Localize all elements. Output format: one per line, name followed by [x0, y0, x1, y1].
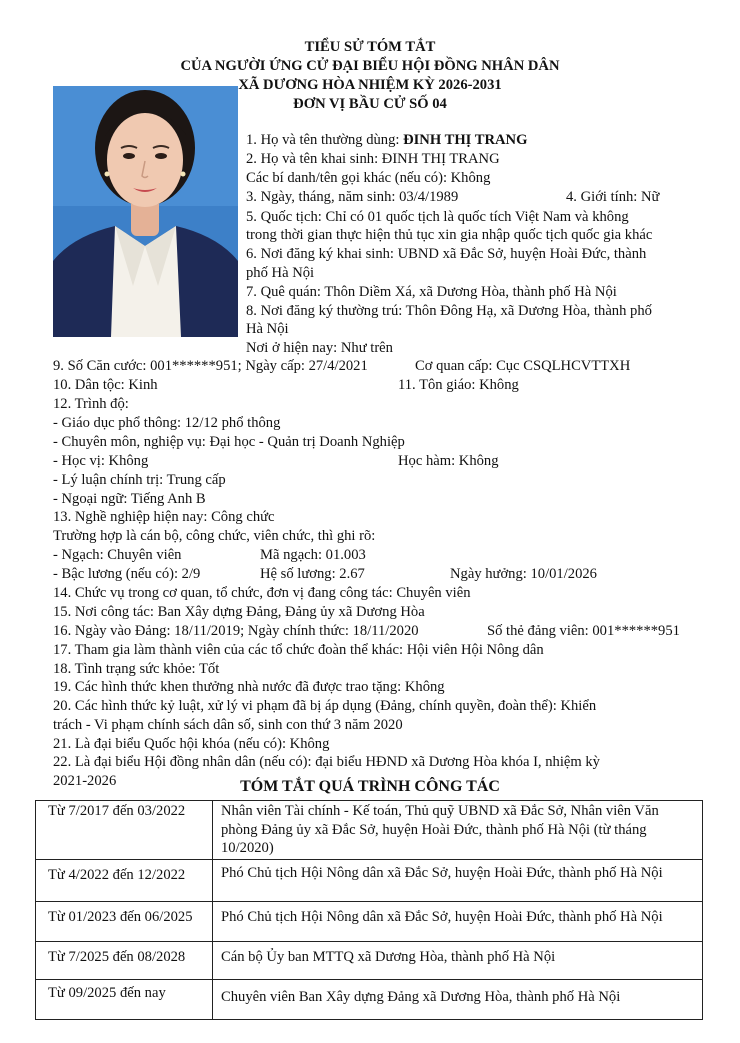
work-history-table: [35, 800, 703, 1020]
candidate-name: ĐINH THỊ TRANG: [403, 132, 528, 148]
table-row: [36, 859, 703, 901]
bio-field-22b: 2021-2026: [53, 773, 117, 789]
work-description: Phó Chủ tịch Hội Nông dân xã Đắc Sở, huyện Hoài Đức, thành phố Hà Nội: [213, 859, 703, 901]
bio-field-12c2: Học hàm: Không: [398, 453, 499, 469]
bio-field-12: 12. Trình độ:: [53, 396, 129, 412]
work-period: Từ 4/2022 đến 12/2022: [36, 859, 213, 901]
table-row: [36, 901, 703, 941]
bio-field-12a: - Giáo dục phổ thông: 12/12 phổ thông: [53, 415, 281, 431]
bio-field-6b: phố Hà Nội: [246, 265, 315, 281]
bio-field-7: 7. Quê quán: Thôn Diềm Xá, xã Dương Hòa, thành phố Hà Nội: [246, 284, 617, 300]
bio-field-12d: - Lý luận chính trị: Trung cấp: [53, 472, 226, 488]
bio-field-1: [246, 131, 527, 150]
bio-field-15: 15. Nơi công tác: Ban Xây dựng Đảng, Đảng ủy xã Dương Hòa: [53, 604, 425, 620]
bio-field-13b2: Mã ngạch: 01.003: [260, 547, 366, 563]
bio-field-13b1: - Ngạch: Chuyên viên: [53, 547, 182, 563]
bio-field-1-label: 1. Họ và tên thường dùng:: [246, 132, 404, 148]
bio-field-8a: 8. Nơi đăng ký thường trú: Thôn Đông Hạ, xã Dương Hòa, thành phố: [246, 303, 652, 319]
bio-field-12b: - Chuyên môn, nghiệp vụ: Đại học - Quản trị Doanh Nghiệp: [53, 434, 405, 450]
bio-field-16b: Số thẻ đảng viên: 001******951: [487, 623, 680, 639]
bio-field-10: 10. Dân tộc: Kinh: [53, 377, 158, 393]
candidate-photo: [53, 86, 238, 337]
bio-field-21: 21. Là đại biểu Quốc hội khóa (nếu có): Không: [53, 736, 330, 752]
work-period: Từ 7/2017 đến 03/2022: [36, 801, 213, 860]
bio-field-13c1: - Bậc lương (nếu có): 2/9: [53, 566, 201, 582]
work-description: Nhân viên Tài chính - Kế toán, Thủ quỹ UBND xã Đắc Sở, Nhân viên Văn phòng Đảng ủy xã Đắc Sở, huyện Hoài Đức, thành phố Hà Nội (từ tháng 10/2020): [213, 801, 703, 860]
bio-field-9a: 9. Số Căn cước: 001******951; Ngày cấp: 27/4/2021: [53, 358, 368, 374]
bio-field-8b: Hà Nội: [246, 321, 289, 337]
bio-field-4: 4. Giới tính: Nữ: [566, 189, 660, 205]
bio-field-20a: 20. Các hình thức kỷ luật, xử lý vi phạm đã bị áp dụng (Đảng, chính quyền, đoàn thể): Khiển: [53, 698, 597, 714]
bio-field-2b: Các bí danh/tên gọi khác (nếu có): Không: [246, 170, 491, 186]
title-line-2: CỦA NGƯỜI ỨNG CỬ ĐẠI BIỂU HỘI ĐỒNG NHÂN DÂN: [180, 58, 560, 74]
title-line-3: XÃ DƯƠNG HÒA NHIỆM KỲ 2026-2031: [238, 77, 502, 93]
bio-field-6a: 6. Nơi đăng ký khai sinh: UBND xã Đắc Sở, huyện Hoài Đức, thành: [246, 246, 647, 262]
bio-field-3: 3. Ngày, tháng, năm sinh: 03/4/1989: [246, 189, 459, 205]
table-row: [36, 979, 703, 1019]
work-history-title: TÓM TẮT QUÁ TRÌNH CÔNG TÁC: [240, 778, 500, 795]
table-row: [36, 941, 703, 979]
table-row: [36, 801, 703, 860]
work-description: Chuyên viên Ban Xây dựng Đảng xã Dương Hòa, thành phố Hà Nội: [213, 979, 703, 1019]
bio-field-18: 18. Tình trạng sức khỏe: Tốt: [53, 661, 220, 677]
bio-field-22a: 22. Là đại biểu Hội đồng nhân dân (nếu có): đại biểu HĐND xã Dương Hòa khóa I, nhiệm kỳ: [53, 754, 600, 770]
bio-field-2: 2. Họ và tên khai sinh: ĐINH THỊ TRANG: [246, 151, 500, 167]
bio-field-13c3: Ngày hưởng: 10/01/2026: [450, 566, 597, 582]
bio-field-5b: trong thời gian thực hiện thủ tục xin gia nhập quốc tịch quốc gia khác: [246, 227, 653, 243]
bio-field-8c: Nơi ở hiện nay: Như trên: [246, 340, 393, 356]
bio-field-13: 13. Nghề nghiệp hiện nay: Công chức: [53, 509, 275, 525]
bio-field-13c2: Hệ số lương: 2.67: [260, 566, 365, 582]
title-line-1: TIỂU SỬ TÓM TẮT: [304, 39, 436, 55]
bio-field-9b: Cơ quan cấp: Cục CSQLHCVTTXH: [415, 358, 631, 374]
bio-field-13a: Trường hợp là cán bộ, công chức, viên chức, thì ghi rõ:: [53, 528, 376, 544]
bio-field-11: 11. Tôn giáo: Không: [398, 377, 519, 393]
work-period: Từ 01/2023 đến 06/2025: [36, 901, 213, 941]
bio-field-12c1: - Học vị: Không: [53, 453, 149, 469]
title-line-4: ĐƠN VỊ BẦU CỬ SỐ 04: [293, 96, 447, 112]
bio-field-12e: - Ngoại ngữ: Tiếng Anh B: [53, 491, 206, 507]
bio-field-19: 19. Các hình thức khen thưởng nhà nước đã được trao tặng: Không: [53, 679, 445, 695]
work-period: Từ 09/2025 đến nay: [36, 979, 213, 1019]
bio-field-14: 14. Chức vụ trong cơ quan, tổ chức, đơn vị đang công tác: Chuyên viên: [53, 585, 471, 601]
bio-field-17: 17. Tham gia làm thành viên của các tổ chức đoàn thể khác: Hội viên Hội Nông dân: [53, 642, 544, 658]
bio-field-20b: trách - Vi phạm chính sách dân số, sinh con thứ 3 năm 2020: [53, 717, 403, 733]
work-description: Phó Chủ tịch Hội Nông dân xã Đắc Sở, huyện Hoài Đức, thành phố Hà Nội: [213, 901, 703, 941]
bio-field-16a: 16. Ngày vào Đảng: 18/11/2019; Ngày chính thức: 18/11/2020: [53, 623, 419, 639]
bio-field-5a: 5. Quốc tịch: Chỉ có 01 quốc tịch là quốc tích Việt Nam và không: [246, 209, 629, 225]
work-period: Từ 7/2025 đến 08/2028: [36, 941, 213, 979]
work-description: Cán bộ Ủy ban MTTQ xã Dương Hòa, thành phố Hà Nội: [213, 941, 703, 979]
